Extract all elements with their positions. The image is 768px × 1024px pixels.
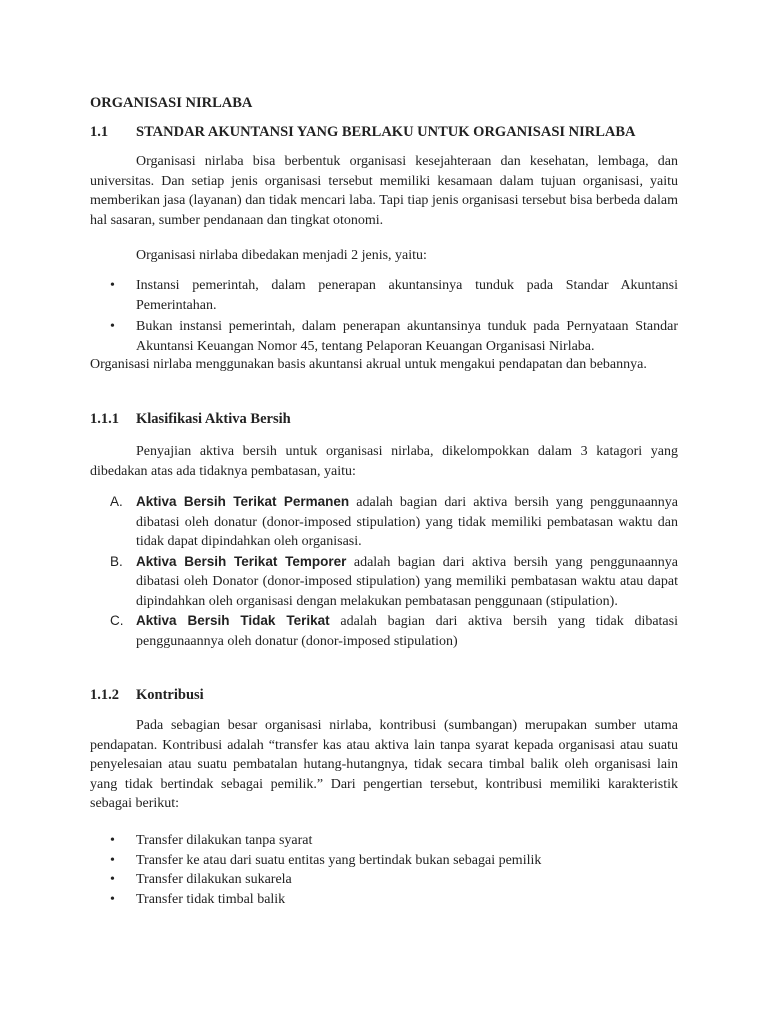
subsection-title: Klasifikasi Aktiva Bersih [136,411,291,427]
term: Aktiva Bersih Tidak Terikat [136,613,330,628]
list-item-text: Transfer dilakukan tanpa syarat [136,833,313,848]
list-item [90,276,678,315]
subsection-heading [90,410,678,430]
list-item-text: Transfer tidak timbal balik [136,891,286,907]
bullet-icon: • [110,852,115,868]
section-number: 1.1 [90,124,109,140]
lettered-list [90,492,678,651]
list-item-text: Transfer dilakukan sukarela [136,872,292,887]
definition: adalah bagian dari aktiva bersih yang tidak dibatasi penggunaannya oleh donatur (donor-imposed stipulation) [136,614,678,649]
term: Aktiva Bersih Terikat Temporer [136,553,347,569]
list-item [90,317,678,356]
paragraph: Penyajian aktiva bersih untuk organisasi nirlaba, dikelompokkan dalam 3 katagori yang dibedakan atas ada tidaknya pembatasan, yaitu: [90,444,678,479]
paragraph: Organisasi nirlaba bisa berbentuk organisasi kesejahteraan dan kesehatan, lembaga, dan universitas. Dan setiap jenis organisasi tersebut memiliki kesamaan dalam tujuan organisasi, yaitu memberikan jasa (layanan) dan tidak mencari laba. Tapi tiap jenis organisasi tersebut bisa berbeda dalam hal sasaran, sumber pendanaan dan tingkat otonomi. [90,154,678,228]
bullet-list [90,276,678,356]
subsection-heading [90,686,678,706]
bullet-icon: • [110,319,115,334]
list-item [90,870,678,890]
list-item [90,890,678,910]
subsection-number: 1.1.1 [90,411,119,427]
paragraph: Pada sebagian besar organisasi nirlaba, kontribusi (sumbangan) merupakan sumber utama pendapatan. Kontribusi adalah “transfer kas atau aktiva lain tanpa syarat kepada organisasi atau suatu penyelesaian atau suatu pembatalan hutang-hutangnya, tidak secara timbal balik oleh organisasi lain yang tidak bertindak sebagai pemilik.” Dari pengertian tersebut, kontribusi memiliki karakteristik sebagai berikut: [90,718,678,811]
list-letter: C. [110,613,124,628]
list-item [90,492,678,552]
term: Aktiva Bersih Terikat Permanen [136,494,350,509]
paragraph: Organisasi nirlaba dibedakan menjadi 2 jenis, yaitu: [136,248,427,263]
list-letter: B. [110,553,123,569]
list-item [90,552,678,612]
document-title: ORGANISASI NIRLABA [90,95,253,111]
list-item-text: Instansi pemerintah, dalam penerapan akuntansinya tunduk pada Standar Akuntansi Pemerintahan. [136,278,678,313]
bullet-icon: • [110,891,115,907]
definition: adalah bagian dari aktiva bersih yang penggunaannya dibatasi oleh donatur (donor-imposed stipulation) yang tidak memiliki pembatasan waktu dan tidak dapat dipindahkan oleh organisasi. [136,495,678,549]
bullet-icon: • [110,872,115,887]
bullet-icon: • [110,833,115,848]
section-heading [90,123,678,143]
list-item [90,611,678,651]
list-item-text: Bukan instansi pemerintah, dalam penerapan akuntansinya tunduk pada Pernyataan Standar Akuntansi Keuangan Nomor 45, tentang Pelaporan Keuangan Organisasi Nirlaba. [136,319,678,354]
subsection-number: 1.1.2 [90,687,119,703]
bullet-list [90,831,678,909]
section-title: STANDAR AKUNTANSI YANG BERLAKU UNTUK ORGANISASI NIRLABA [136,124,636,140]
list-item-text: Transfer ke atau dari suatu entitas yang bertindak bukan sebagai pemilik [136,852,542,868]
definition: adalah bagian dari aktiva bersih yang penggunaannya dibatasi oleh Donator (donor-imposed stipulation) yang memiliki pembatasan waktu atau dapat dipindahkan oleh organisasi dengan melakukan pembatasan penggunaan (stipulation). [136,554,678,609]
bullet-icon: • [110,278,115,293]
list-item [90,831,678,851]
subsection-title: Kontribusi [136,687,204,703]
paragraph: Organisasi nirlaba menggunakan basis akuntansi akrual untuk mengakui pendapatan dan bebannya. [90,357,647,372]
list-item [90,851,678,871]
list-letter: A. [110,494,123,509]
